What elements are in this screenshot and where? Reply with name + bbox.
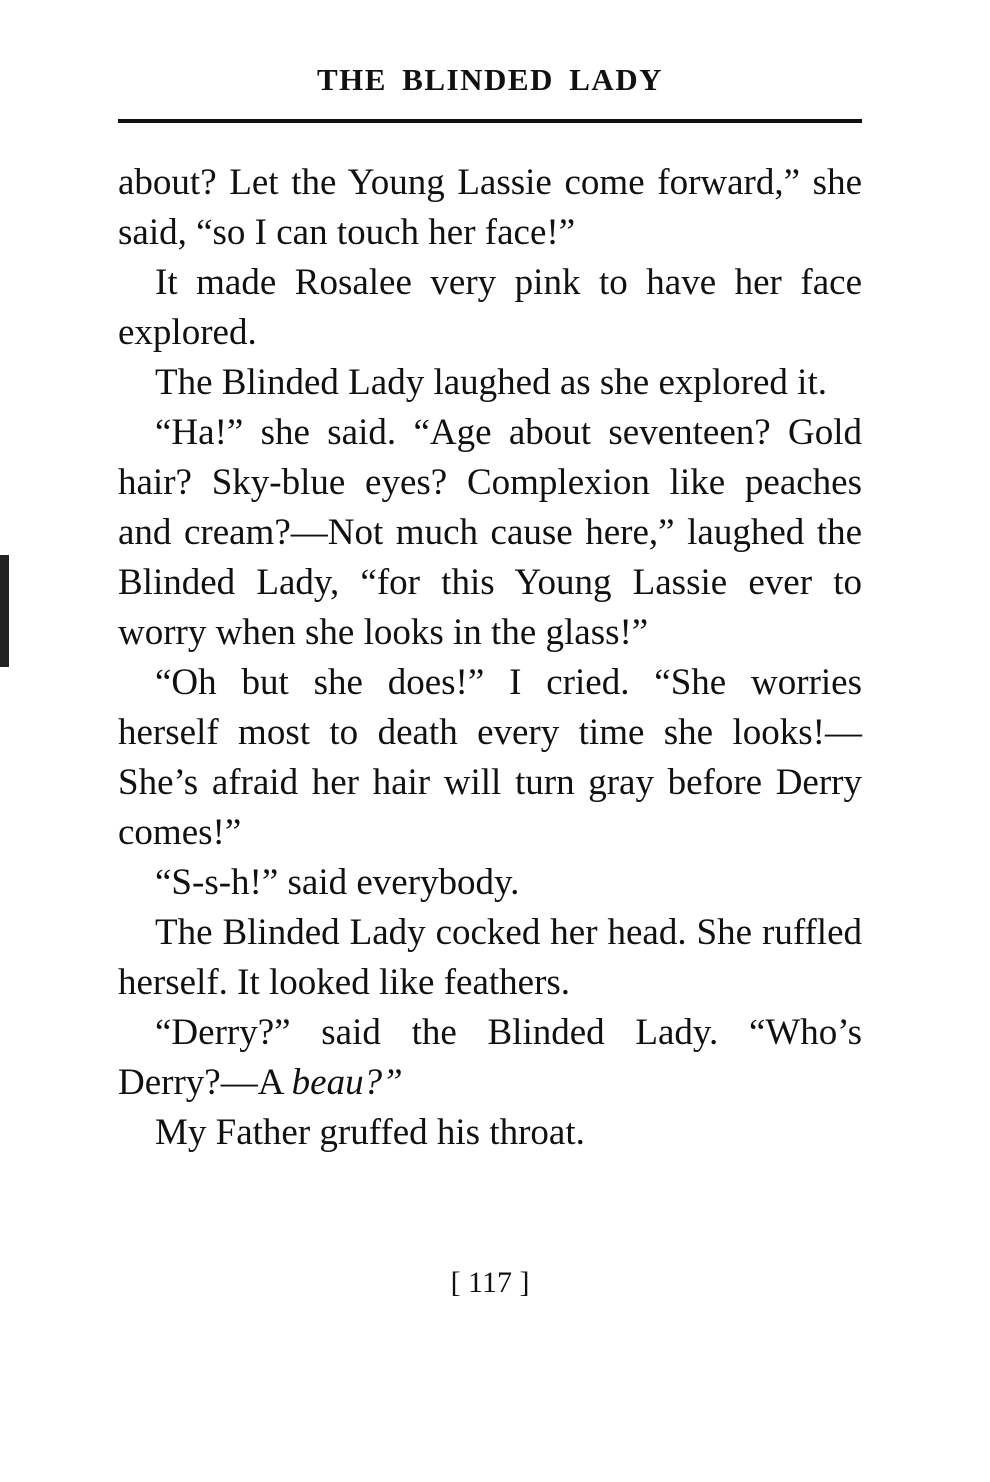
paragraph <box>118 258 862 358</box>
header-rule <box>118 119 862 123</box>
body-text <box>118 158 862 1158</box>
paragraph-text: “Oh but she does!” I cried. “She worries herself most to death every time she looks!—She’s afraid her hair will turn gray before Derry comes!” <box>118 662 862 853</box>
paragraph <box>118 408 862 658</box>
paragraph <box>118 1008 862 1108</box>
paragraph-text: about? Let the Young Lassie come forward,” she said, “so I can touch her face!” <box>118 162 862 253</box>
paragraph-text: My Father gruffed his throat. <box>155 1112 585 1153</box>
page-number: [ 117 ] <box>450 1266 530 1299</box>
paragraph-text: “Derry?” said the Blinded Lady. “Who’s Derry?—A <box>118 1012 862 1103</box>
paragraph <box>118 658 862 858</box>
binding-edge-mark <box>0 555 9 667</box>
paragraph <box>118 158 862 258</box>
paragraph-text: The Blinded Lady cocked her head. She ruffled herself. It looked like feathers. <box>118 912 862 1003</box>
paragraph <box>118 858 862 908</box>
running-head: THE BLINDED LADY <box>316 62 664 97</box>
paragraph <box>118 908 862 1008</box>
paragraph <box>118 358 862 408</box>
italic-word: beau?” <box>291 1062 403 1103</box>
paragraph-text: “Ha!” she said. “Age about seventeen? Gold hair? Sky-blue eyes? Complexion like peaches and cream?—Not much cause here,” laughed the Blinded Lady, “for this Young Lassie ever to worry when she looks in the glass!” <box>118 412 862 653</box>
paragraph-text: The Blinded Lady laughed as she explored it. <box>155 362 827 403</box>
paragraph-text: It made Rosalee very pink to have her face explored. <box>118 262 862 353</box>
paragraph <box>118 1108 862 1158</box>
paragraph-text: “S-s-h!” said everybody. <box>155 862 520 903</box>
